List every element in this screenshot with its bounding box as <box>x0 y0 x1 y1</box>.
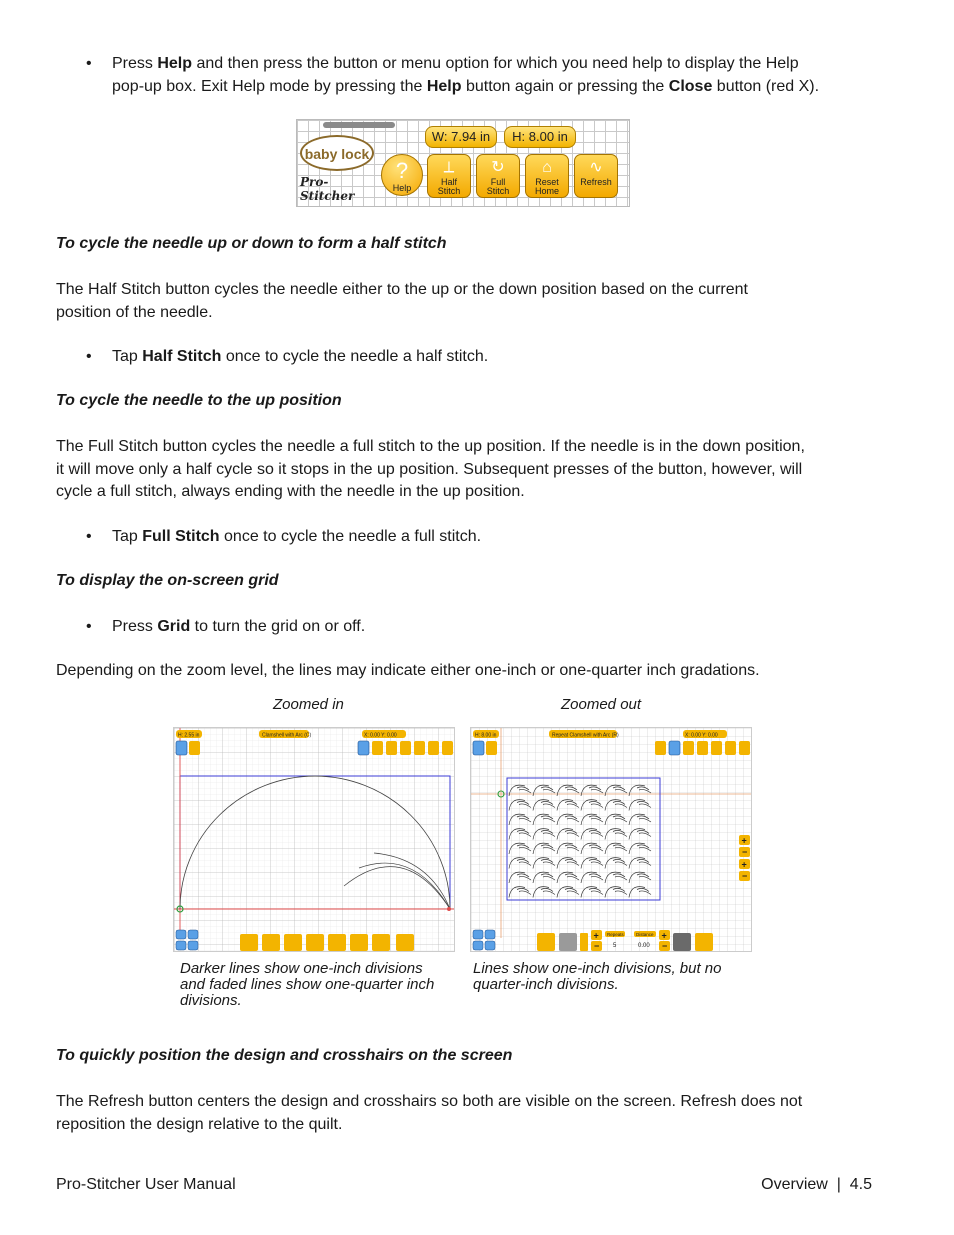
bottom-tool-button[interactable] <box>673 933 691 951</box>
grid-button[interactable] <box>176 741 187 755</box>
plus-icon: + <box>741 835 747 846</box>
zoomed-in-screenshot <box>173 727 455 952</box>
reset-home-button[interactable]: ⌂ Reset Home <box>525 154 569 198</box>
tool-button[interactable] <box>400 741 411 755</box>
bullet-dot: • <box>86 528 92 545</box>
bottom-tool-button[interactable] <box>580 933 588 951</box>
zoomed-out-screenshot <box>470 727 752 952</box>
baby-lock-logo: baby lock <box>300 135 374 171</box>
design-name: Clamshell with Arc (C) <box>262 732 312 739</box>
nav-button[interactable] <box>188 941 198 950</box>
tool-button[interactable] <box>428 741 439 755</box>
half-stitch-button[interactable]: ⟂ Half Stitch <box>427 154 471 198</box>
heading-full-stitch: To cycle the needle to the up position <box>56 392 342 409</box>
bullet-dot: • <box>86 55 92 72</box>
nav-button[interactable] <box>485 930 495 939</box>
height-tag: H: 8.00 in <box>475 732 497 739</box>
tool-button[interactable] <box>442 741 453 755</box>
minus-icon: − <box>594 941 600 951</box>
needle-half-icon: ⟂ <box>443 159 455 176</box>
help-bullet: • Press Help and then press the button or menu option for which you need help to display the Help pop-up box. Exit Help mode by pressing the Help button again or pressing the Close button (red X). <box>86 55 820 95</box>
bullet-dot: • <box>86 348 92 365</box>
bottom-tool-button[interactable] <box>695 933 713 951</box>
heading-refresh: To quickly position the design and crosshairs on the screen <box>56 1047 513 1064</box>
height-tag: H: 2.55 in <box>178 732 200 739</box>
crosshair-end <box>447 907 451 911</box>
para-grid: Depending on the zoom level, the lines may indicate either one-inch or one-quarter inch gradations. <box>56 662 760 679</box>
tool-button[interactable] <box>725 741 736 755</box>
refresh-button[interactable]: ∿ Refresh <box>574 154 618 198</box>
tool-button[interactable] <box>739 741 750 755</box>
grid-bullet: • Press Grid to turn the grid on or off. <box>112 616 365 639</box>
question-mark-icon: ? <box>395 158 409 183</box>
footer-page-number: Overview | 4.5 <box>761 1176 872 1193</box>
refresh-button[interactable] <box>189 741 200 755</box>
repeats-label: Repeats <box>607 932 624 937</box>
bottom-tool-button[interactable] <box>262 934 280 951</box>
bottom-tool-button[interactable] <box>350 934 368 951</box>
bottom-tool-button[interactable] <box>396 934 414 951</box>
design-name: Repeat Clamshell with Arc (R) <box>552 732 619 739</box>
nav-button[interactable] <box>188 930 198 939</box>
coords: X: 0.00 Y: 0.00 <box>364 732 397 739</box>
needle-full-icon: ↻ <box>491 159 505 176</box>
tool-button[interactable] <box>358 741 369 755</box>
minus-icon: − <box>742 871 748 881</box>
title-bar <box>323 122 395 128</box>
plus-icon: + <box>593 930 599 941</box>
minus-icon: − <box>662 941 668 951</box>
label-zoomed-in: Zoomed in <box>273 696 344 713</box>
para-half-stitch: The Half Stitch button cycles the needle either to the up or the down position based on the current position of the needle. <box>56 281 748 321</box>
label-zoomed-out: Zoomed out <box>561 696 642 713</box>
tool-button[interactable] <box>414 741 425 755</box>
bottom-tool-button[interactable] <box>372 934 390 951</box>
nav-button[interactable] <box>176 930 186 939</box>
zoomed-in-canvas <box>174 728 455 952</box>
bottom-tool-button[interactable] <box>537 933 555 951</box>
tool-button[interactable] <box>711 741 722 755</box>
nav-button[interactable] <box>473 930 483 939</box>
home-icon: ⌂ <box>542 159 552 176</box>
zoomed-out-canvas <box>471 728 752 952</box>
para-full-stitch: The Full Stitch button cycles the needle a full stitch to the up position. If the needle is in the down position, it will move only a half cycle so it stops in the up position. Subsequent presses of the button, however, will cycle a full stitch, always ending with the needle in the up position. <box>56 438 805 500</box>
plus-icon: + <box>741 859 747 870</box>
tool-button[interactable] <box>386 741 397 755</box>
help-button[interactable]: ? Help <box>381 154 423 196</box>
tool-button[interactable] <box>697 741 708 755</box>
tool-button[interactable] <box>669 741 680 755</box>
pro-stitcher-logo: Pro-Stitcher <box>300 175 355 203</box>
repeats-value: 5 <box>613 943 617 949</box>
full-stitch-button[interactable]: ↻ Full Stitch <box>476 154 520 198</box>
heading-half-stitch: To cycle the needle up or down to form a half stitch <box>56 235 447 252</box>
full-stitch-bullet: • Tap Full Stitch once to cycle the needle a full stitch. <box>112 526 481 549</box>
bottom-tool-button[interactable] <box>559 933 577 951</box>
para-refresh: The Refresh button centers the design and crosshairs so both are visible on the screen. Refresh does not reposition the design relative to the quilt. <box>56 1093 803 1133</box>
footer-manual-title: Pro-Stitcher User Manual <box>56 1176 236 1193</box>
nav-button[interactable] <box>473 941 483 950</box>
plus-icon: + <box>661 930 667 941</box>
tool-button[interactable] <box>683 741 694 755</box>
nav-button[interactable] <box>176 941 186 950</box>
bottom-tool-button[interactable] <box>328 934 346 951</box>
refresh-icon: ∿ <box>589 159 603 176</box>
heading-grid: To display the on-screen grid <box>56 572 279 589</box>
caption-zoomed-out: Lines show one-inch divisions, but no quarter-inch divisions. <box>473 960 722 993</box>
bottom-tool-button[interactable] <box>284 934 302 951</box>
refresh-button[interactable] <box>486 741 497 755</box>
grid-button[interactable] <box>473 741 484 755</box>
toolbar-screenshot <box>296 119 630 207</box>
minus-icon: − <box>742 847 748 857</box>
coords: X: 0.00 Y: 0.00 <box>685 732 718 739</box>
tool-button[interactable] <box>655 741 666 755</box>
half-stitch-bullet: • Tap Half Stitch once to cycle the needle a half stitch. <box>112 346 488 369</box>
nav-button[interactable] <box>485 941 495 950</box>
height-readout: H: 8.00 in <box>504 126 576 148</box>
bottom-tool-button[interactable] <box>306 934 324 951</box>
distance-label: Distance <box>636 932 654 937</box>
tool-button[interactable] <box>372 741 383 755</box>
caption-zoomed-in: Darker lines show one-inch divisions and faded lines show one-quarter inch divisions. <box>180 960 435 1009</box>
bullet-dot: • <box>86 618 92 635</box>
distance-value: 0.00 <box>638 943 650 949</box>
bottom-tool-button[interactable] <box>240 934 258 951</box>
width-readout: W: 7.94 in <box>425 126 497 148</box>
